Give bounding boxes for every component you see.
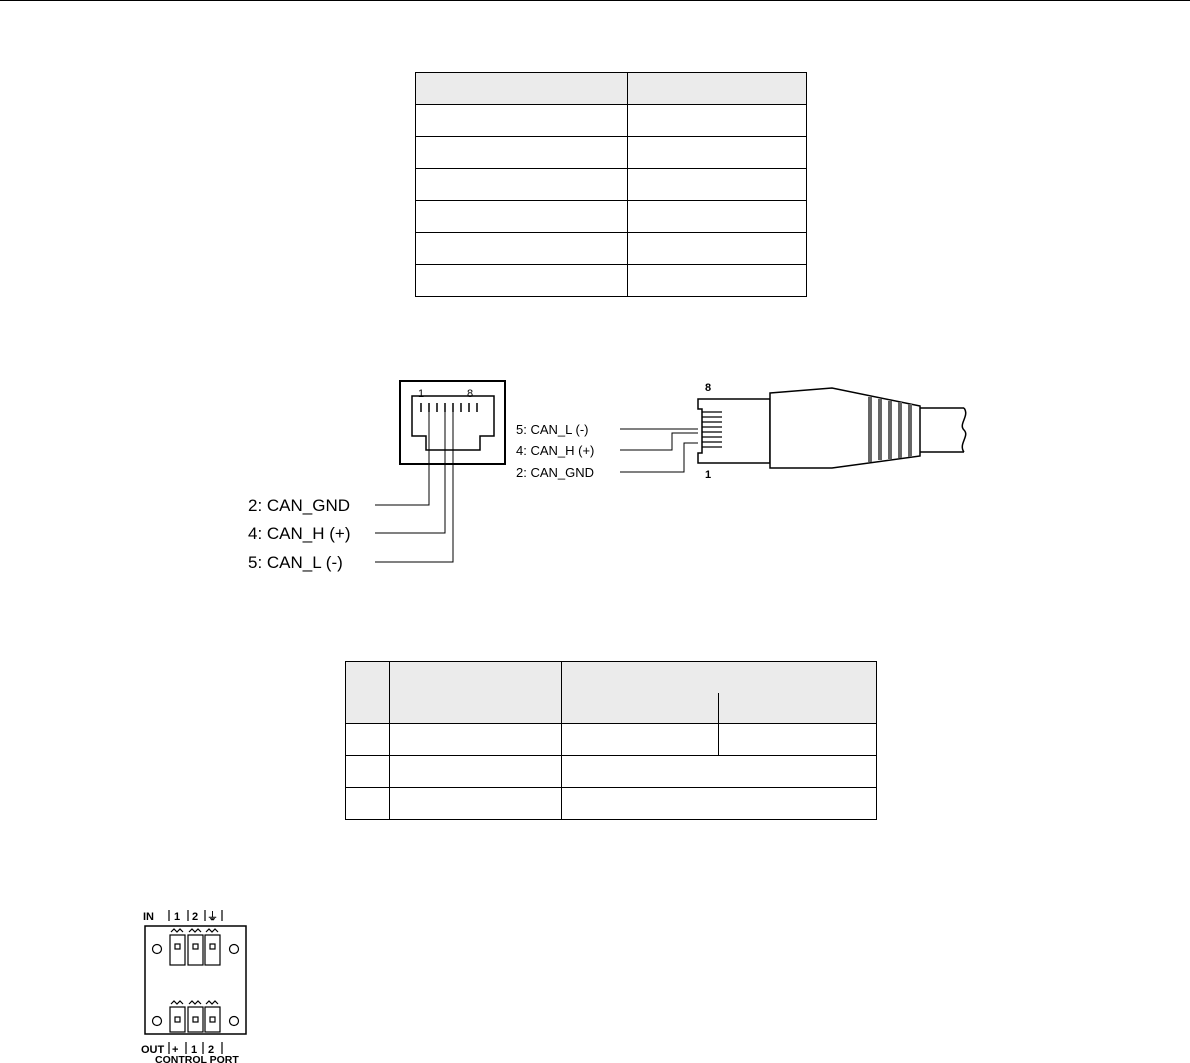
jack-contacts (421, 403, 477, 412)
table-row (416, 201, 807, 233)
control-port-diagram (138, 908, 253, 1063)
pin-table-bottom (345, 661, 877, 820)
table-row (346, 788, 877, 820)
table-cell (346, 788, 390, 820)
table-cell (719, 724, 877, 756)
table-cell (416, 265, 628, 297)
control-port-in-label: IN (143, 911, 154, 923)
mount-hole-top-left (153, 945, 162, 954)
mount-hole-bottom-left (153, 1017, 162, 1026)
table-header-row (416, 73, 807, 105)
plug-label-can-h: 4: CAN_H (+) (516, 443, 595, 458)
control-port-caption: CONTROL PORT (155, 1054, 239, 1063)
table-row (416, 137, 807, 169)
table-cell (628, 105, 807, 137)
plug-head (698, 399, 770, 463)
table-cell (628, 169, 807, 201)
table-cell (390, 724, 562, 756)
table-header-cell (346, 662, 390, 724)
table-row (416, 233, 807, 265)
top-pin-2-label: 2 (192, 911, 199, 923)
ground-pin-icon: ⏚ (207, 911, 218, 923)
rj45-plug-diagram (512, 376, 982, 486)
control-port-out-label: OUT (141, 1044, 165, 1056)
table-cell (390, 788, 562, 820)
table-row (416, 169, 807, 201)
table-header-cell (628, 73, 807, 105)
table-cell (346, 724, 390, 756)
table-header-subcell (719, 693, 877, 724)
table-cell (562, 756, 877, 788)
jack-label-can-gnd: 2: CAN_GND (248, 496, 351, 515)
mount-hole-bottom-right (230, 1017, 239, 1026)
jack-pin-8-label: 8 (467, 388, 474, 400)
pin-table-top (415, 72, 807, 297)
table-row (416, 105, 807, 137)
plug-contacts (702, 412, 722, 447)
page-top-rule (0, 0, 1190, 1)
bottom-pin-2-label: 2 (208, 1044, 215, 1056)
table-cell (416, 105, 628, 137)
table-header-cell (390, 662, 562, 724)
top-pin-1-label: 1 (174, 911, 181, 923)
table-cell (628, 201, 807, 233)
plug-label-can-gnd: 2: CAN_GND (516, 465, 595, 480)
table-header-cell (562, 662, 877, 694)
plug-pin-8-label: 8 (705, 382, 712, 394)
plug-label-can-l: 5: CAN_L (-) (516, 422, 589, 437)
plug-cable-break (962, 408, 965, 452)
table-row (346, 756, 877, 788)
bottom-pin-1-label: 1 (191, 1044, 198, 1056)
jack-label-can-h: 4: CAN_H (+) (248, 524, 351, 543)
table-cell (346, 756, 390, 788)
jack-label-can-l: 5: CAN_L (-) (248, 553, 343, 572)
bottom-pin-plus-label: + (172, 1044, 179, 1056)
bottom-terminal-block (170, 1001, 220, 1032)
table-cell (628, 233, 807, 265)
table-header-subcell (562, 693, 719, 724)
plug-wires (620, 429, 698, 472)
table-row (416, 265, 807, 297)
table-cell (416, 201, 628, 233)
rj45-jack-diagram (240, 378, 510, 578)
table-cell (562, 724, 719, 756)
table-cell (628, 137, 807, 169)
jack-wires (375, 412, 453, 562)
top-terminal-block (170, 929, 220, 965)
table-header-cell (416, 73, 628, 105)
jack-pin-1-label: 1 (418, 388, 425, 400)
table-cell (390, 756, 562, 788)
table-header-row (346, 662, 877, 694)
table-row (346, 724, 877, 756)
mount-hole-top-right (230, 945, 239, 954)
plug-pin-1-label: 1 (705, 469, 712, 481)
table-cell (416, 233, 628, 265)
table-cell (416, 169, 628, 201)
table-cell (562, 788, 877, 820)
plug-cable (920, 408, 964, 452)
plug-boot (770, 388, 920, 468)
table-cell (416, 137, 628, 169)
table-cell (628, 265, 807, 297)
